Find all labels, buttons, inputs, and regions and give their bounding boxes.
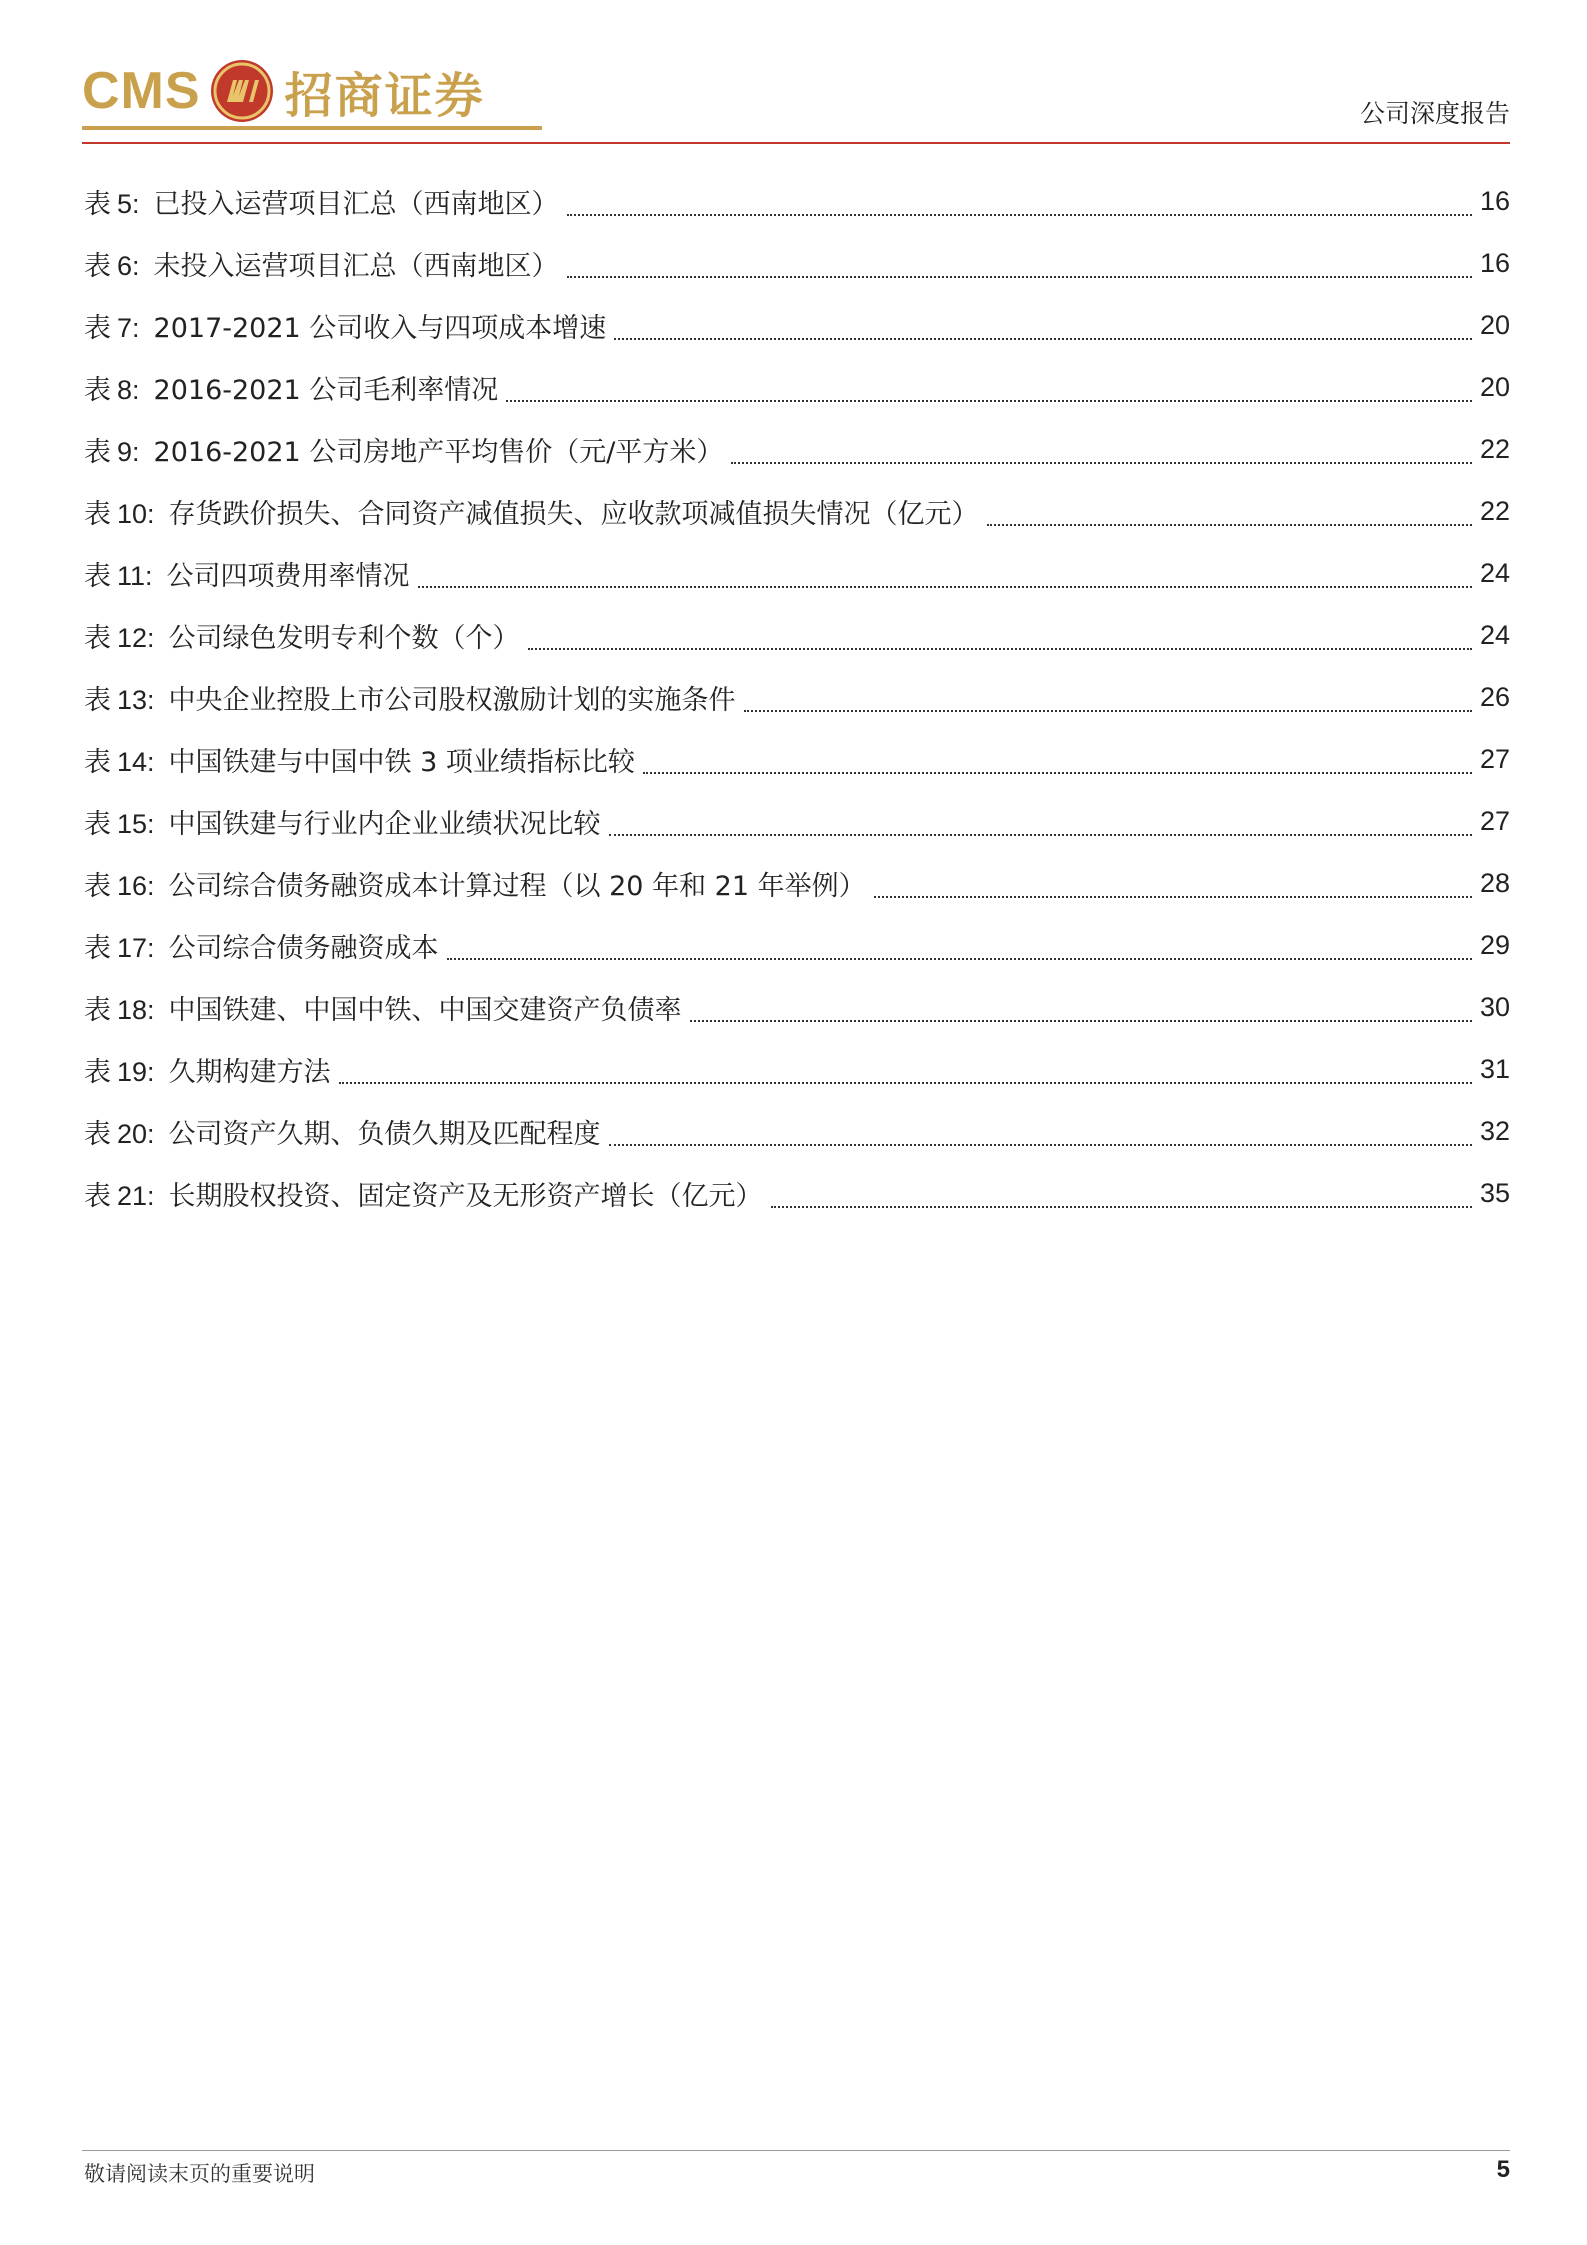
logo-text-en: CMS xyxy=(82,62,201,120)
toc-entry-prefix: 表 xyxy=(84,746,111,778)
toc-entry-title: 公司资产久期、负债久期及匹配程度 xyxy=(168,1118,601,1150)
toc-leader-dots xyxy=(987,504,1472,526)
toc-entry-title: 已投入运营项目汇总（西南地区） xyxy=(153,188,559,220)
toc-entry-label xyxy=(84,1050,331,1089)
toc-entry-title: 2017-2021 公司收入与四项成本增速 xyxy=(153,312,607,344)
toc-entry-page: 26 xyxy=(1479,681,1510,712)
toc-entry-label xyxy=(84,988,682,1027)
toc-entry-page: 32 xyxy=(1479,1115,1510,1146)
toc-entry-number: 8: xyxy=(117,374,140,405)
toc-leader-dots xyxy=(690,1000,1472,1022)
toc-entry-label xyxy=(84,1174,763,1213)
toc-entry-label xyxy=(84,616,520,655)
toc-entry-number: 16: xyxy=(117,870,155,901)
toc-entry-page: 30 xyxy=(1479,991,1510,1022)
toc-entry-title: 公司四项费用率情况 xyxy=(166,560,410,592)
toc-entry-number: 5: xyxy=(117,188,140,219)
toc-entry-label xyxy=(84,802,601,841)
toc-entry-page: 29 xyxy=(1479,929,1510,960)
logo-underline xyxy=(82,126,542,130)
toc-entry[interactable] xyxy=(84,604,1510,666)
toc-entry[interactable] xyxy=(84,1100,1510,1162)
toc-entry-prefix: 表 xyxy=(84,1118,111,1150)
toc-entry[interactable] xyxy=(84,480,1510,542)
toc-entry-prefix: 表 xyxy=(84,932,111,964)
toc-entry-title: 2016-2021 公司毛利率情况 xyxy=(153,374,499,406)
toc-entry[interactable] xyxy=(84,294,1510,356)
footer-divider xyxy=(82,2150,1510,2151)
toc-entry-title: 公司绿色发明专利个数（个） xyxy=(168,622,520,654)
toc-entry-title: 中国铁建与中国中铁 3 项业绩指标比较 xyxy=(168,746,635,778)
toc-entry-prefix: 表 xyxy=(84,622,111,654)
toc-entry-page: 35 xyxy=(1479,1177,1510,1208)
toc-entry-page: 20 xyxy=(1479,309,1510,340)
toc-entry-prefix: 表 xyxy=(84,374,111,406)
toc-entry-page: 20 xyxy=(1479,371,1510,402)
toc-entry[interactable] xyxy=(84,852,1510,914)
toc-entry-number: 15: xyxy=(117,808,155,839)
toc-entry[interactable] xyxy=(84,356,1510,418)
toc-leader-dots xyxy=(609,1124,1472,1146)
toc-leader-dots xyxy=(874,876,1472,898)
toc-entry-prefix: 表 xyxy=(84,560,111,592)
toc-entry-title: 公司综合债务融资成本计算过程（以 20 年和 21 年举例） xyxy=(168,870,866,902)
toc-entry-page: 22 xyxy=(1479,495,1510,526)
report-type-label: 公司深度报告 xyxy=(1359,99,1510,128)
toc-entry-page: 27 xyxy=(1479,805,1510,836)
toc-entry-prefix: 表 xyxy=(84,436,111,468)
toc-entry[interactable] xyxy=(84,1038,1510,1100)
toc-entry-title: 公司综合债务融资成本 xyxy=(168,932,439,964)
table-of-contents xyxy=(84,170,1510,1224)
toc-entry-label xyxy=(84,492,979,531)
toc-entry-page: 22 xyxy=(1479,433,1510,464)
toc-entry-label xyxy=(84,306,606,345)
toc-entry-label xyxy=(84,926,439,965)
toc-entry-page: 31 xyxy=(1479,1053,1510,1084)
toc-entry-number: 20: xyxy=(117,1118,155,1149)
toc-entry-prefix: 表 xyxy=(84,498,111,530)
toc-entry-number: 11: xyxy=(117,560,153,591)
toc-entry-number: 6: xyxy=(117,250,140,281)
toc-leader-dots xyxy=(447,938,1472,960)
toc-entry-prefix: 表 xyxy=(84,870,111,902)
toc-entry[interactable] xyxy=(84,232,1510,294)
toc-leader-dots xyxy=(567,256,1472,278)
toc-entry-prefix: 表 xyxy=(84,188,111,220)
toc-entry-number: 18: xyxy=(117,994,155,1025)
toc-entry-title: 2016-2021 公司房地产平均售价（元/平方米） xyxy=(153,436,724,468)
toc-leader-dots xyxy=(339,1062,1472,1084)
page-header xyxy=(82,56,1510,146)
toc-leader-dots xyxy=(744,690,1472,712)
toc-entry[interactable] xyxy=(84,542,1510,604)
toc-entry-number: 10: xyxy=(117,498,155,529)
toc-leader-dots xyxy=(528,628,1472,650)
toc-entry-label xyxy=(84,182,559,221)
toc-leader-dots xyxy=(643,752,1472,774)
toc-entry-prefix: 表 xyxy=(84,312,111,344)
toc-leader-dots xyxy=(506,380,1472,402)
toc-entry-title: 久期构建方法 xyxy=(168,1056,331,1088)
toc-entry-page: 16 xyxy=(1479,247,1510,278)
toc-entry-prefix: 表 xyxy=(84,1056,111,1088)
toc-entry-number: 9: xyxy=(117,436,140,467)
toc-entry-prefix: 表 xyxy=(84,684,111,716)
toc-entry[interactable] xyxy=(84,976,1510,1038)
toc-entry[interactable] xyxy=(84,914,1510,976)
toc-entry-prefix: 表 xyxy=(84,808,111,840)
toc-entry-title: 中央企业控股上市公司股权激励计划的实施条件 xyxy=(168,684,736,716)
toc-entry-page: 24 xyxy=(1479,557,1510,588)
toc-entry-label xyxy=(84,554,410,593)
toc-entry-label xyxy=(84,864,866,903)
toc-entry-page: 16 xyxy=(1479,185,1510,216)
toc-entry[interactable] xyxy=(84,728,1510,790)
logo-text-cn: 招商证券 xyxy=(284,67,485,124)
toc-entry-label xyxy=(84,430,723,469)
cms-emblem-icon xyxy=(209,58,275,124)
toc-entry-page: 28 xyxy=(1479,867,1510,898)
toc-entry-prefix: 表 xyxy=(84,250,111,282)
footer-disclaimer: 敬请阅读末页的重要说明 xyxy=(84,2162,315,2186)
toc-entry-number: 14: xyxy=(117,746,155,777)
toc-entry-title: 存货跌价损失、合同资产减值损失、应收款项减值损失情况（亿元） xyxy=(168,498,979,530)
toc-entry-title: 未投入运营项目汇总（西南地区） xyxy=(153,250,559,282)
toc-leader-dots xyxy=(418,566,1472,588)
toc-entry-page: 27 xyxy=(1479,743,1510,774)
toc-entry-title: 中国铁建与行业内企业业绩状况比较 xyxy=(168,808,601,840)
toc-entry-number: 12: xyxy=(117,622,155,653)
toc-entry-number: 19: xyxy=(117,1056,155,1087)
toc-entry-label xyxy=(84,678,736,717)
toc-entry-number: 13: xyxy=(117,684,155,715)
toc-entry[interactable] xyxy=(84,666,1510,728)
toc-entry-label xyxy=(84,368,498,407)
page-number: 5 xyxy=(1496,2156,1510,2183)
toc-entry-page: 24 xyxy=(1479,619,1510,650)
header-divider xyxy=(82,142,1510,144)
toc-entry[interactable] xyxy=(84,418,1510,480)
cms-logo xyxy=(82,56,485,126)
toc-entry-label xyxy=(84,244,559,283)
toc-entry-number: 17: xyxy=(117,932,155,963)
toc-leader-dots xyxy=(567,194,1472,216)
toc-entry-number: 21: xyxy=(117,1180,155,1211)
toc-entry[interactable] xyxy=(84,170,1510,232)
toc-entry-label xyxy=(84,740,635,779)
toc-entry-title: 中国铁建、中国中铁、中国交建资产负债率 xyxy=(168,994,682,1026)
toc-entry-prefix: 表 xyxy=(84,1180,111,1212)
toc-entry-prefix: 表 xyxy=(84,994,111,1026)
toc-entry-number: 7: xyxy=(117,312,140,343)
toc-entry[interactable] xyxy=(84,790,1510,852)
toc-leader-dots xyxy=(731,442,1472,464)
toc-entry-label xyxy=(84,1112,601,1151)
toc-entry-title: 长期股权投资、固定资产及无形资产增长（亿元） xyxy=(168,1180,763,1212)
toc-leader-dots xyxy=(614,318,1472,340)
toc-leader-dots xyxy=(771,1186,1472,1208)
toc-entry[interactable] xyxy=(84,1162,1510,1224)
toc-leader-dots xyxy=(609,814,1472,836)
